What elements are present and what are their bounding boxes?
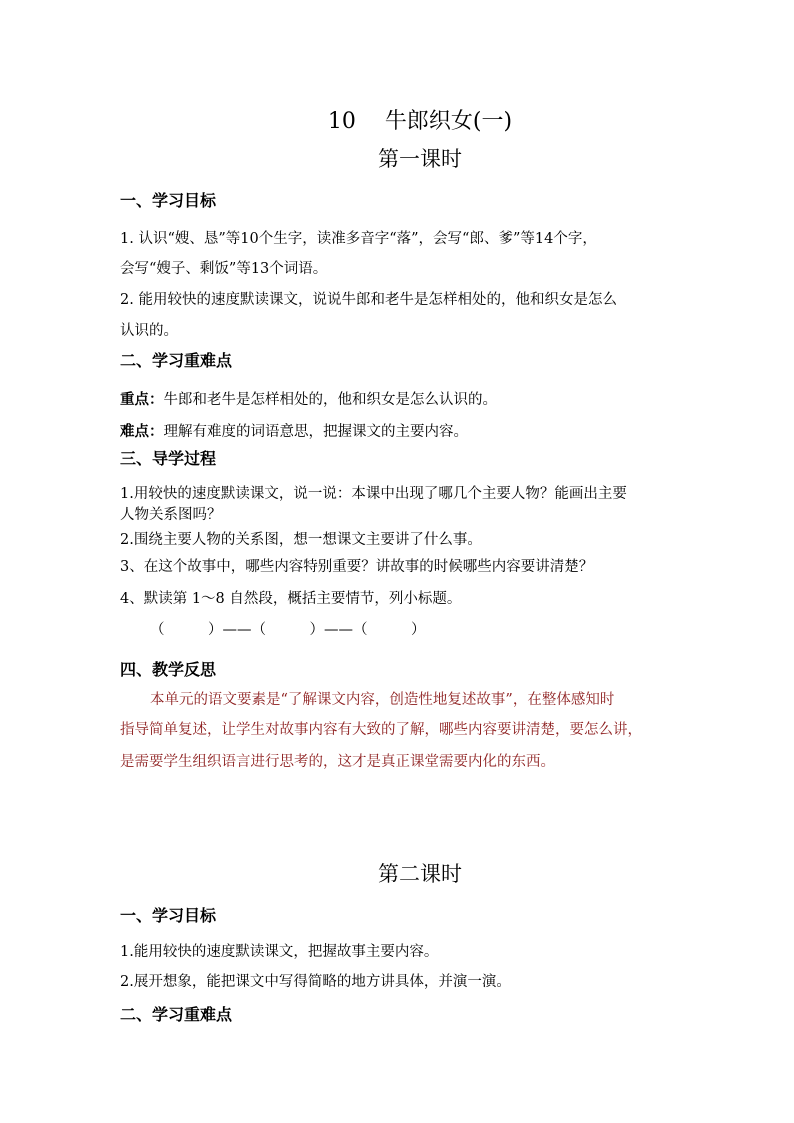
lesson1-section-reflection-heading: 四、教学反思 — [120, 660, 217, 679]
lesson2-goal2: 2.展开想象，能把课文中写得简略的地方讲具体，并演一演。 — [120, 974, 511, 990]
key-point-label: 重点： — [120, 391, 164, 408]
step4: 4、默读第 1～8 自然段，概括主要情节，列小标题。 — [120, 591, 462, 607]
lesson1-section-goals-heading: 一、学习目标 — [120, 191, 217, 210]
key-point-text: 牛郎和老牛是怎样相处的，他和织女是怎么认识的。 — [163, 392, 497, 408]
lesson2-section-goals-heading: 一、学习目标 — [120, 906, 217, 925]
key-point — [120, 388, 497, 409]
goal2-line1: 2. 能用较快的速度默读课文，说说牛郎和老牛是怎样相处的，他和织女是怎么 — [120, 292, 617, 308]
reflection-line3: 是需要学生组织语言进行思考的，这才是真正课堂需要内化的东西。 — [120, 754, 555, 770]
difficult-point — [120, 420, 468, 441]
lesson1-subtitle: 第一课时 — [378, 147, 462, 171]
lesson1-section-process-heading: 三、导学过程 — [120, 449, 217, 468]
lesson2-subtitle: 第二课时 — [378, 862, 462, 886]
reflection-line1: 本单元的语文要素是“了解课文内容，创造性地复述故事”，在整体感知时 — [150, 692, 615, 708]
lesson2-goal1: 1.能用较快的速度默读课文，把握故事主要内容。 — [120, 944, 439, 960]
lesson1-section-key-heading: 二、学习重难点 — [120, 351, 233, 370]
lesson2-section-key-heading: 二、学习重难点 — [120, 1005, 233, 1024]
step3: 3、在这个故事中，哪些内容特别重要？讲故事的时候哪些内容要讲清楚？ — [120, 559, 594, 575]
difficult-point-label: 难点： — [120, 423, 164, 440]
difficult-point-text: 理解有难度的词语意思，把握课文的主要内容。 — [163, 424, 468, 440]
goal1-line2: 会写“嫂子、剩饭”等13个词语。 — [120, 261, 328, 277]
step1-line1: 1.用较快的速度默读课文，说一说：本课中出现了哪几个主要人物？能画出主要 — [120, 486, 627, 502]
lesson-title: 10 牛郎织女(一) — [327, 109, 513, 134]
plot-blanks: （ ）——（ ）——（ ） — [150, 622, 426, 638]
step2: 2.围绕主要人物的关系图，想一想课文主要讲了什么事。 — [120, 532, 482, 548]
goal2-line2: 认识的。 — [120, 323, 178, 339]
goal1-line1: 1. 认识“嫂、恳”等10个生字，读准多音字“落”，会写“郎、爹”等14个字， — [120, 231, 597, 247]
reflection-line2: 指导简单复述，让学生对故事内容有大致的了解，哪些内容要讲清楚，要怎么讲， — [120, 722, 642, 738]
step1-line2: 人物关系图吗？ — [120, 507, 222, 523]
